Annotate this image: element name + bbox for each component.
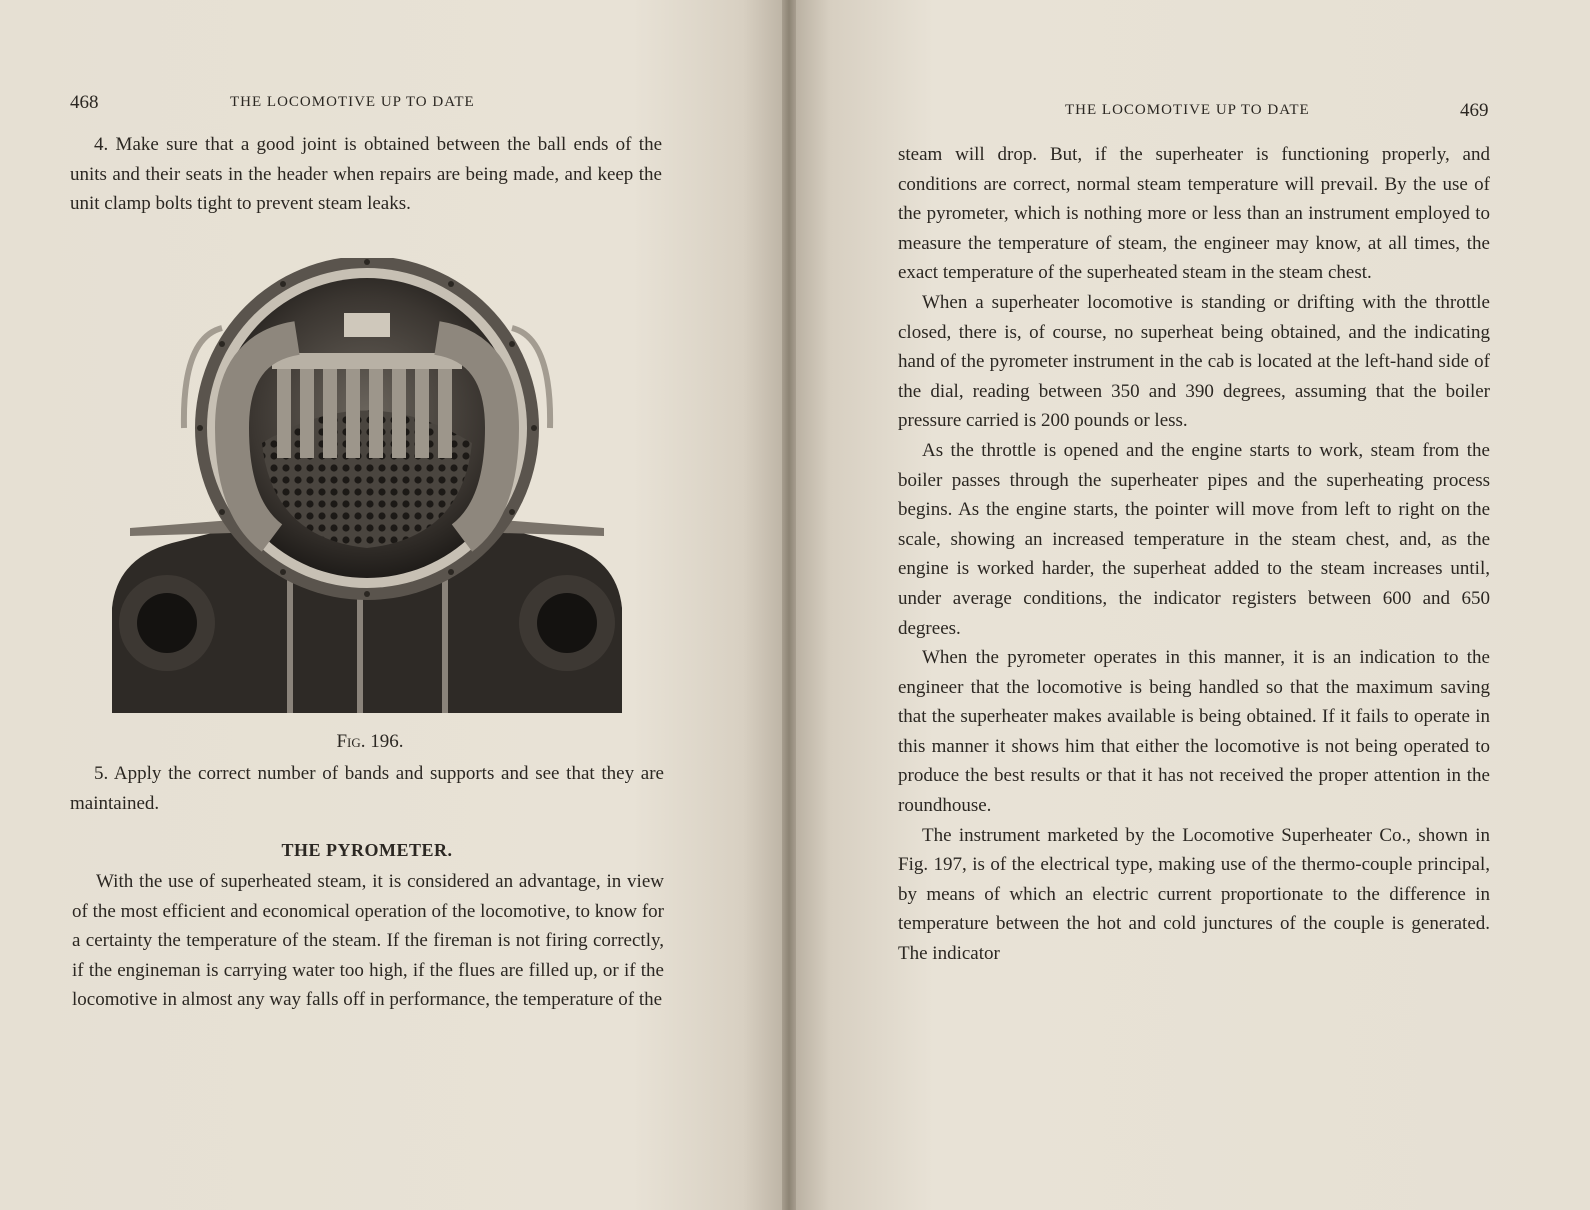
left-page — [0, 0, 790, 1210]
left-text-bottom — [72, 867, 664, 1015]
right-text — [898, 140, 1490, 969]
left-text-top — [70, 130, 662, 219]
right-paragraph-5: The instrument marketed by the Locomotive Superheater Co., shown in Fig. 197, is of the electrical type, making use of the thermo-couple principal, by means of which an electric current proportionate to the difference in temperature between the hot and cold junctures of the couple is generated. The indicator — [898, 824, 1490, 965]
left-text-middle — [70, 759, 664, 818]
running-head-right: THE LOCOMOTIVE UP TO DATE — [1065, 102, 1310, 118]
paragraph-4: 4. Make sure that a good joint is obtained between the ball ends of the units and their seats in the header when repairs are being made, and keep the unit clamp bolts tight to prevent steam leaks. — [70, 134, 662, 215]
page-number-right: 469 — [1460, 100, 1489, 121]
book-gutter — [782, 0, 796, 1210]
figure-caption: Fig. 196. — [336, 731, 404, 752]
right-paragraph-3: As the throttle is opened and the engine starts to work, steam from the boiler passes through the superheater pipes and the superheating process begins. As the engine starts, the pointer will move from left to right on the scale, showing an increased temperature in the steam chest, and, as the engine is worked harder, the superheat added to the steam increases until, under average conditions, the indicator registers between 600 and 650 degrees. — [898, 439, 1490, 639]
right-paragraph-4: When the pyrometer operates in this manner, it is an indication to the engineer that the locomotive is being handled so that the maximum saving that the superheater makes available is being obtained. If it fails to operate in this manner it shows him that either the locomotive is not being operated to produce the best results or that it has not received the proper attention in the roundhouse. — [898, 647, 1490, 817]
section-heading-pyrometer: THE PYROMETER. — [281, 840, 453, 860]
paragraph-5: 5. Apply the correct number of bands and supports and see that they are maintained. — [70, 763, 664, 814]
running-head-left: THE LOCOMOTIVE UP TO DATE — [230, 94, 475, 110]
right-page — [790, 0, 1590, 1210]
right-paragraph-1: steam will drop. But, if the superheater is functioning properly, and conditions are correct, normal steam temperature will prevail. By the use of the pyrometer, which is nothing more or less than an instrument employed to measure the temperature of steam, the engineer may know, at all times, the exact temperature of the superheated steam in the steam chest. — [898, 144, 1490, 284]
paragraph-pyrometer: With the use of superheated steam, it is considered an advantage, in view of the most efficient and economical operation of the locomotive, to know for a certainty the temperature of the steam. If the fireman is not firing correctly, if the engineman is carrying water too high, if the flues are filled up, or if the locomotive in almost any way falls off in performance, the temperature of the — [72, 871, 664, 1011]
right-paragraph-2: When a superheater locomotive is standing or drifting with the throttle closed, there is, of course, no superheat being obtained, and the indicating hand of the pyrometer instrument in the cab is located at the left-hand side of the dial, reading between 350 and 390 degrees, assuming that the boiler pressure carried is 200 pounds or less. — [898, 291, 1490, 432]
figure-196-smokebox-photo — [112, 258, 622, 716]
page-number-left: 468 — [70, 92, 99, 113]
